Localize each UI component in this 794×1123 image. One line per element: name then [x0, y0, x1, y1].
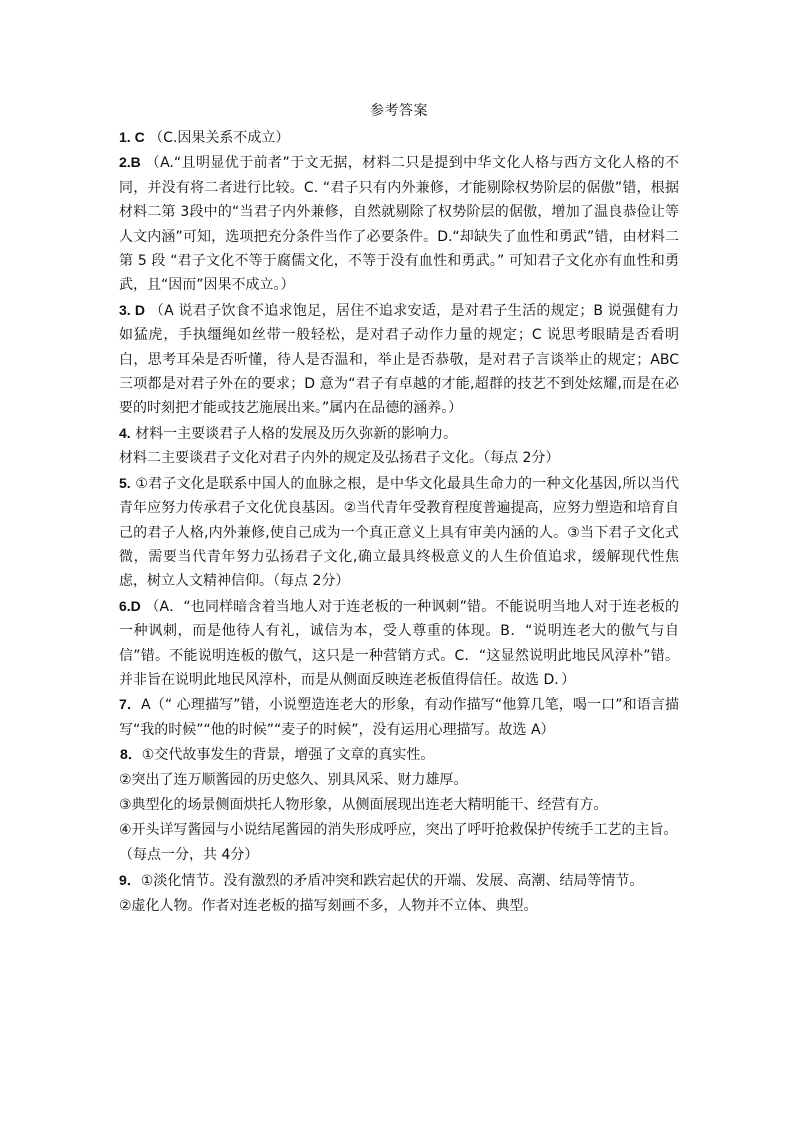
answer-2 [119, 150, 679, 297]
answer-number: 1. C [119, 129, 145, 145]
answer-text: （A．“也同样暗含着当地人对于连老板的一种讽刺”错。不能说明当地人对于连老板的一种讽刺，而是他待人有礼，诚信为本，受人尊重的体现。B．“说明连老大的傲气与自信”错。不能说明连板的傲气，这只是一种营销方式。C．“这显然说明此地民风淳朴”错。并非旨在说明此地民风淳朴，而是从侧面反映连老板值得信任。故选 D．） [119, 598, 679, 688]
answer-number: 6.D [119, 597, 141, 614]
answer-1 [119, 125, 679, 150]
answer-9-point-2 [119, 894, 679, 919]
answer-document [119, 100, 679, 919]
answer-text: ②突出了连万顺酱园的历史悠久、别具风采、财力雄厚。 [119, 772, 468, 789]
answer-text: （A 说君子饮食不追求饱足，居住不追求安适，是对君子生活的规定；B 说强健有力如猛虎，手执缰绳如丝带一般轻松，是对君子动作力量的规定；C 说思考眼睛是否看明白，思考耳朵是否听懂，待人是否温和，举止是否恭敬，是对君子言谈举止的规定；ABC 三项都是对君子外在的要求；D 意为“君子有卓越的才能,超群的技艺不到处炫耀,而是在必要的时刻把才能或技艺施展出来。”属内在品德的涵养。） [119, 302, 679, 417]
answer-8-point-3 [119, 793, 679, 818]
answer-8 [119, 742, 679, 768]
answer-number: 8． [120, 746, 142, 763]
answer-text: ③典型化的场景侧面烘托人物形象，从侧面展现出连老大精明能干、经营有方。 [119, 797, 608, 814]
answer-7 [119, 692, 679, 742]
answer-text: A（“ 心理描写”错，小说塑造连老大的形象，有动作描写“他算几笔，喝一口”和语言描写“我的时候”“他的时候”“麦子的时候”，没有运用心理描写。故选 A） [119, 697, 679, 738]
answer-text: （每点一分，共 4分） [119, 847, 259, 864]
answer-number: 9． [119, 872, 141, 889]
answer-text: （A.“且明显优于前者”于文无据，材料二只是提到中华文化人格与西方文化人格的不同，并没有将二者进行比较。C. “君子只有内外兼修，才能剔除权势阶层的倨傲”错，根据材料二第 3段中的“当君子内外兼修，自然就剔除了权势阶层的倨傲，增加了温良恭俭让等人文内涵”可知，选项把充分条件当作了必要条件。D.“却缺失了血性和勇武”错，由材料二第 5 段 “君子文化不等于腐儒文化，不等于没有血性和勇武。” 可知君子文化亦有血性和勇武，且“因而”因果不成立。） [119, 155, 679, 294]
answer-number: 7． [119, 696, 142, 713]
answer-text: ②虚化人物。作者对连老板的描写刻画不多，人物并不立体、典型。 [119, 898, 538, 915]
answer-8-point-4 [119, 818, 679, 843]
answer-text: ①君子文化是联系中国人的血脉之根，是中华文化最具生命力的一种文化基因,所以当代青年应努力传承君子文化优良基因。②当代青年受教育程度普遍提高，应努力塑造和培育自己的君子人格,内外兼修,使自己成为一个真正意义上具有审美内涵的人。③当下君子文化式微，需要当代青年努力弘扬君子文化,确立最具终极意义的人生价值追求，缓解现代性焦虑，树立人文精神信仰。（每点 2分） [119, 475, 679, 590]
answer-text: ①交代故事发生的背景，增强了文章的真实性。 [141, 747, 435, 764]
page-title: 参考答案 [370, 103, 428, 119]
answer-6 [119, 594, 679, 693]
answer-4-continued [119, 446, 679, 470]
answer-9 [119, 868, 679, 894]
answer-number: 2.B [119, 154, 141, 171]
answer-text: ④开头详写酱园与小说结尾酱园的消失形成呼应，突出了呼吁抢救保护传统手工艺的主旨。 [119, 822, 678, 839]
answer-text: （C.因果关系不成立） [144, 130, 290, 146]
answer-8-scoring [119, 843, 679, 868]
answer-text: 材料一主要谈君子人格的发展及历久弥新的影响力。 [130, 425, 458, 442]
answer-number: 3. D [119, 301, 145, 318]
answer-text: ①淡化情节。没有激烈的矛盾冲突和跌宕起伏的开端、发展、高潮、结局等情节。 [140, 873, 644, 890]
answer-3 [119, 298, 679, 421]
answer-text: 材料二主要谈君子文化对君子内外的规定及弘扬君子文化。（每点 2分） [119, 450, 560, 467]
answer-4 [119, 421, 679, 446]
answer-number: 5. [119, 474, 131, 491]
answer-number: 4. [119, 424, 131, 441]
answer-8-point-2 [119, 768, 679, 793]
answer-5 [119, 471, 679, 594]
